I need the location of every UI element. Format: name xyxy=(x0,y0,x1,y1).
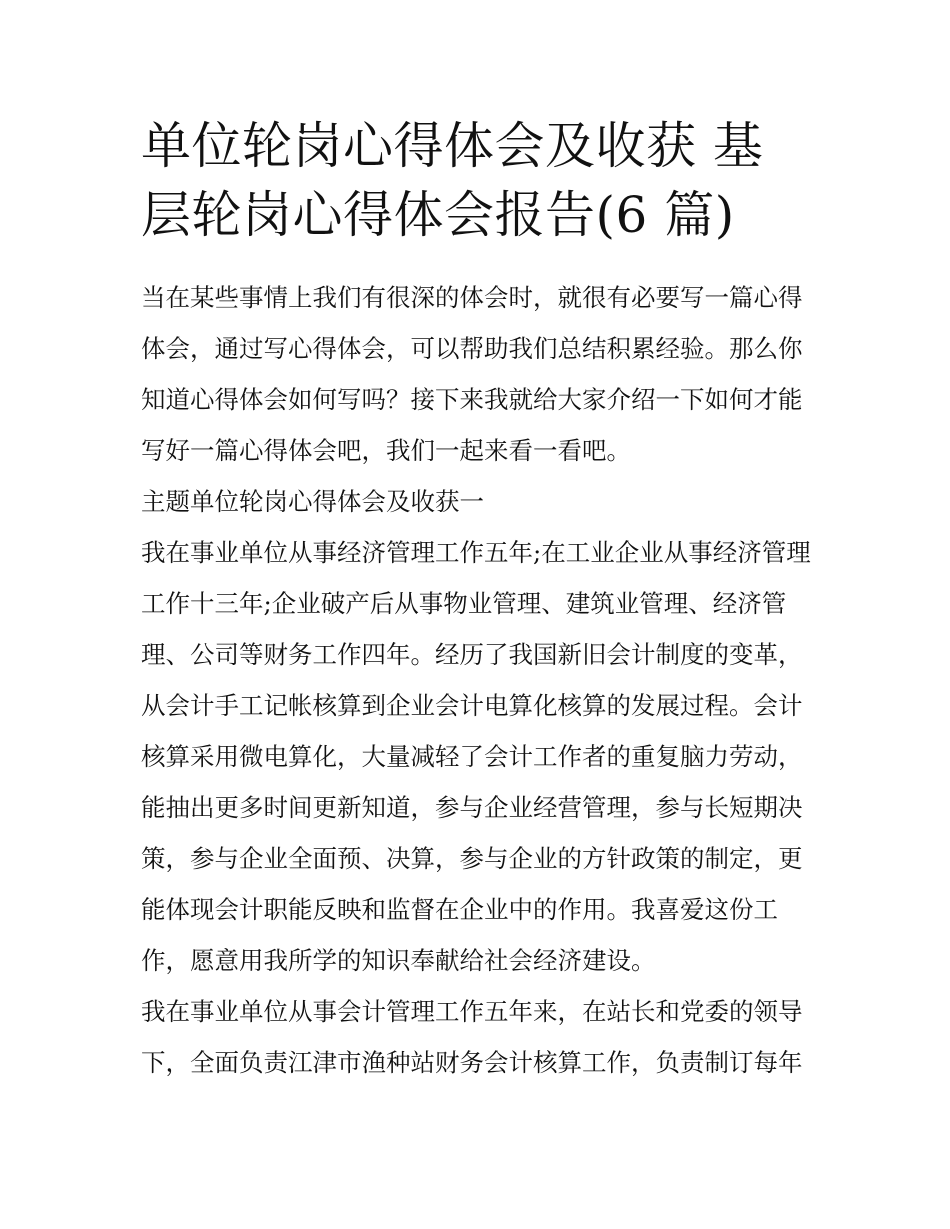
section-heading: 主题单位轮岗心得体会及收获一 xyxy=(141,487,484,516)
document-content xyxy=(141,112,813,1088)
body-paragraph-1: 我在事业单位从事经济管理工作五年;在工业企业从事经济管理工作十三年;企业破产后从事物业管理、建筑业管理、经济管理、公司等财务工作四年。经历了我国新旧会计制度的变革，从会计手工记帐核算到企业会计电算化核算的发展过程。会计核算采用微电算化，大量减轻了会计工作者的重复脑力劳动，能抽出更多时间更新知道，参与企业经营管理，参与长短期决策，参与企业全面预、决算，参与企业的方针政策的制定，更能体现会计职能反映和监督在企业中的作用。我喜爱这份工作，愿意用我所学的知识奉献给社会经济建设。 xyxy=(141,538,811,975)
intro-paragraph: 当在某些事情上我们有很深的体会时，就很有必要写一篇心得体会，通过写心得体会，可以帮助我们总结积累经验。那么你知道心得体会如何写吗？接下来我就给大家介绍一下如何才能写好一篇心得体会吧，我们一起来看一看吧。 xyxy=(141,283,803,465)
document-title: 单位轮岗心得体会及收获 基层轮岗心得体会报告(6 篇) xyxy=(141,117,764,244)
document-body xyxy=(141,272,813,1088)
body-paragraph-2: 我在事业单位从事会计管理工作五年来，在站长和党委的领导下，全面负责江津市渔种站财务会计核算工作，负责制订每年 xyxy=(141,997,803,1077)
